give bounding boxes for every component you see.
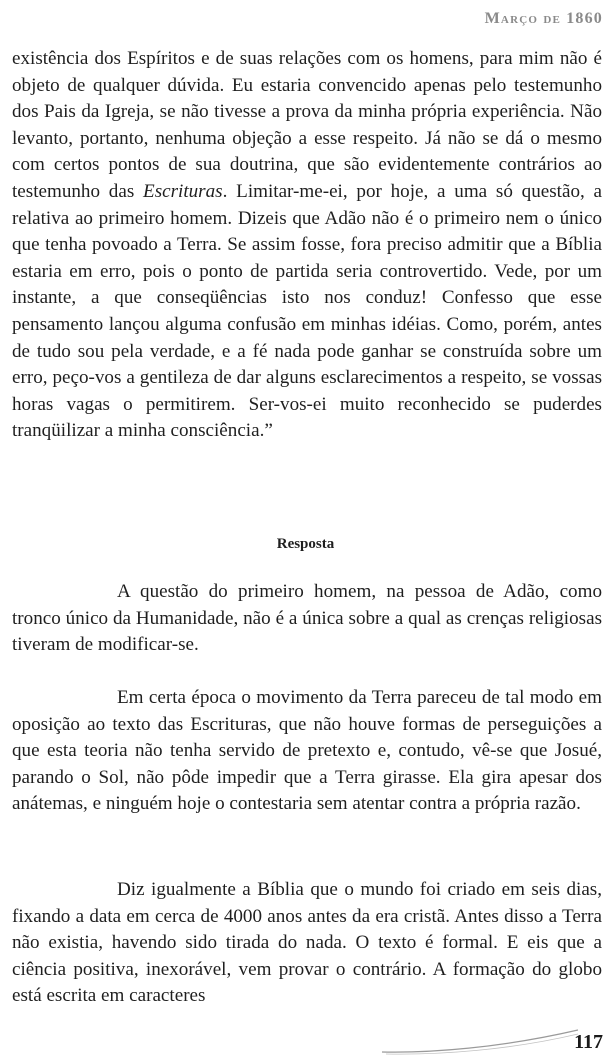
paragraph-letter-end — [12, 46, 602, 445]
paragraph-first-man: A questão do primeiro homem, na pessoa de Adão, como tronco único da Humanidade, não é a única sobre a qual as crenças religiosas tiveram de modificar-se. — [12, 581, 602, 656]
running-header: Março de 1860 — [484, 10, 603, 27]
section-heading-resposta: Resposta — [276, 536, 335, 552]
decorative-curve — [380, 1028, 580, 1058]
italic-word-escrituras: Escrituras — [143, 180, 223, 202]
paragraph-text: existência dos Espíritos e de suas relações com os homens, para mim não é objeto de qualquer dúvida. Eu estaria convencido apenas pelo testemunho dos Pais da Igreja, se não tivesse a prova da minha própria experiência. Não levanto, portanto, nenhuma objeção a esse respeito. Já não se dá o mesmo com certos pontos de sua doutrina, que são evidentemente contrários ao testemunho das — [12, 48, 602, 202]
paragraph-text: . Limitar-me-ei, por hoje, a uma só questão, a relativa ao primeiro homem. Dizeis que Adão não é o primeiro nem o único que tenha povoado a Terra. Se assim fosse, fora preciso admitir que a Bíblia estaria em erro, pois o ponto de partida seria controvertido. Vede, por um instante, a que conseqüências isto nos conduz! Confesso que esse pensamento lançou alguma confusão em minhas idéias. Como, porém, antes de tudo sou pela verdade, e a fé nada pode ganhar se construída sobre um erro, peço-vos a gentileza de dar alguns esclarecimentos a respeito, se vossas horas vagas o permitirem. Ser-vos-ei muito reconhecido se puderdes tranqüilizar a minha consciência.” — [12, 180, 603, 442]
paragraph-creation: Diz igualmente a Bíblia que o mundo foi criado em seis dias, fixando a data em cerca de 4000 anos antes da era cristã. Antes disso a Terra não existia, havendo sido tirada do nada. O texto é formal. E eis que a ciência positiva, inexorável, vem provar o contrário. A formação do globo está escrita em caracteres — [12, 879, 602, 1007]
paragraph-earth-movement: Em certa época o movimento da Terra pareceu de tal modo em oposição ao texto das Escrituras, que não houve formas de perseguições a que esta teoria não tenha servido de pretexto e, contudo, vê-se que Josué, parando o Sol, não pôde impedir que a Terra girasse. Ela gira apesar dos anátemas, e ninguém hoje o contestaria sem atentar contra a própria razão. — [12, 687, 602, 815]
page-number: 117 — [574, 1031, 603, 1053]
